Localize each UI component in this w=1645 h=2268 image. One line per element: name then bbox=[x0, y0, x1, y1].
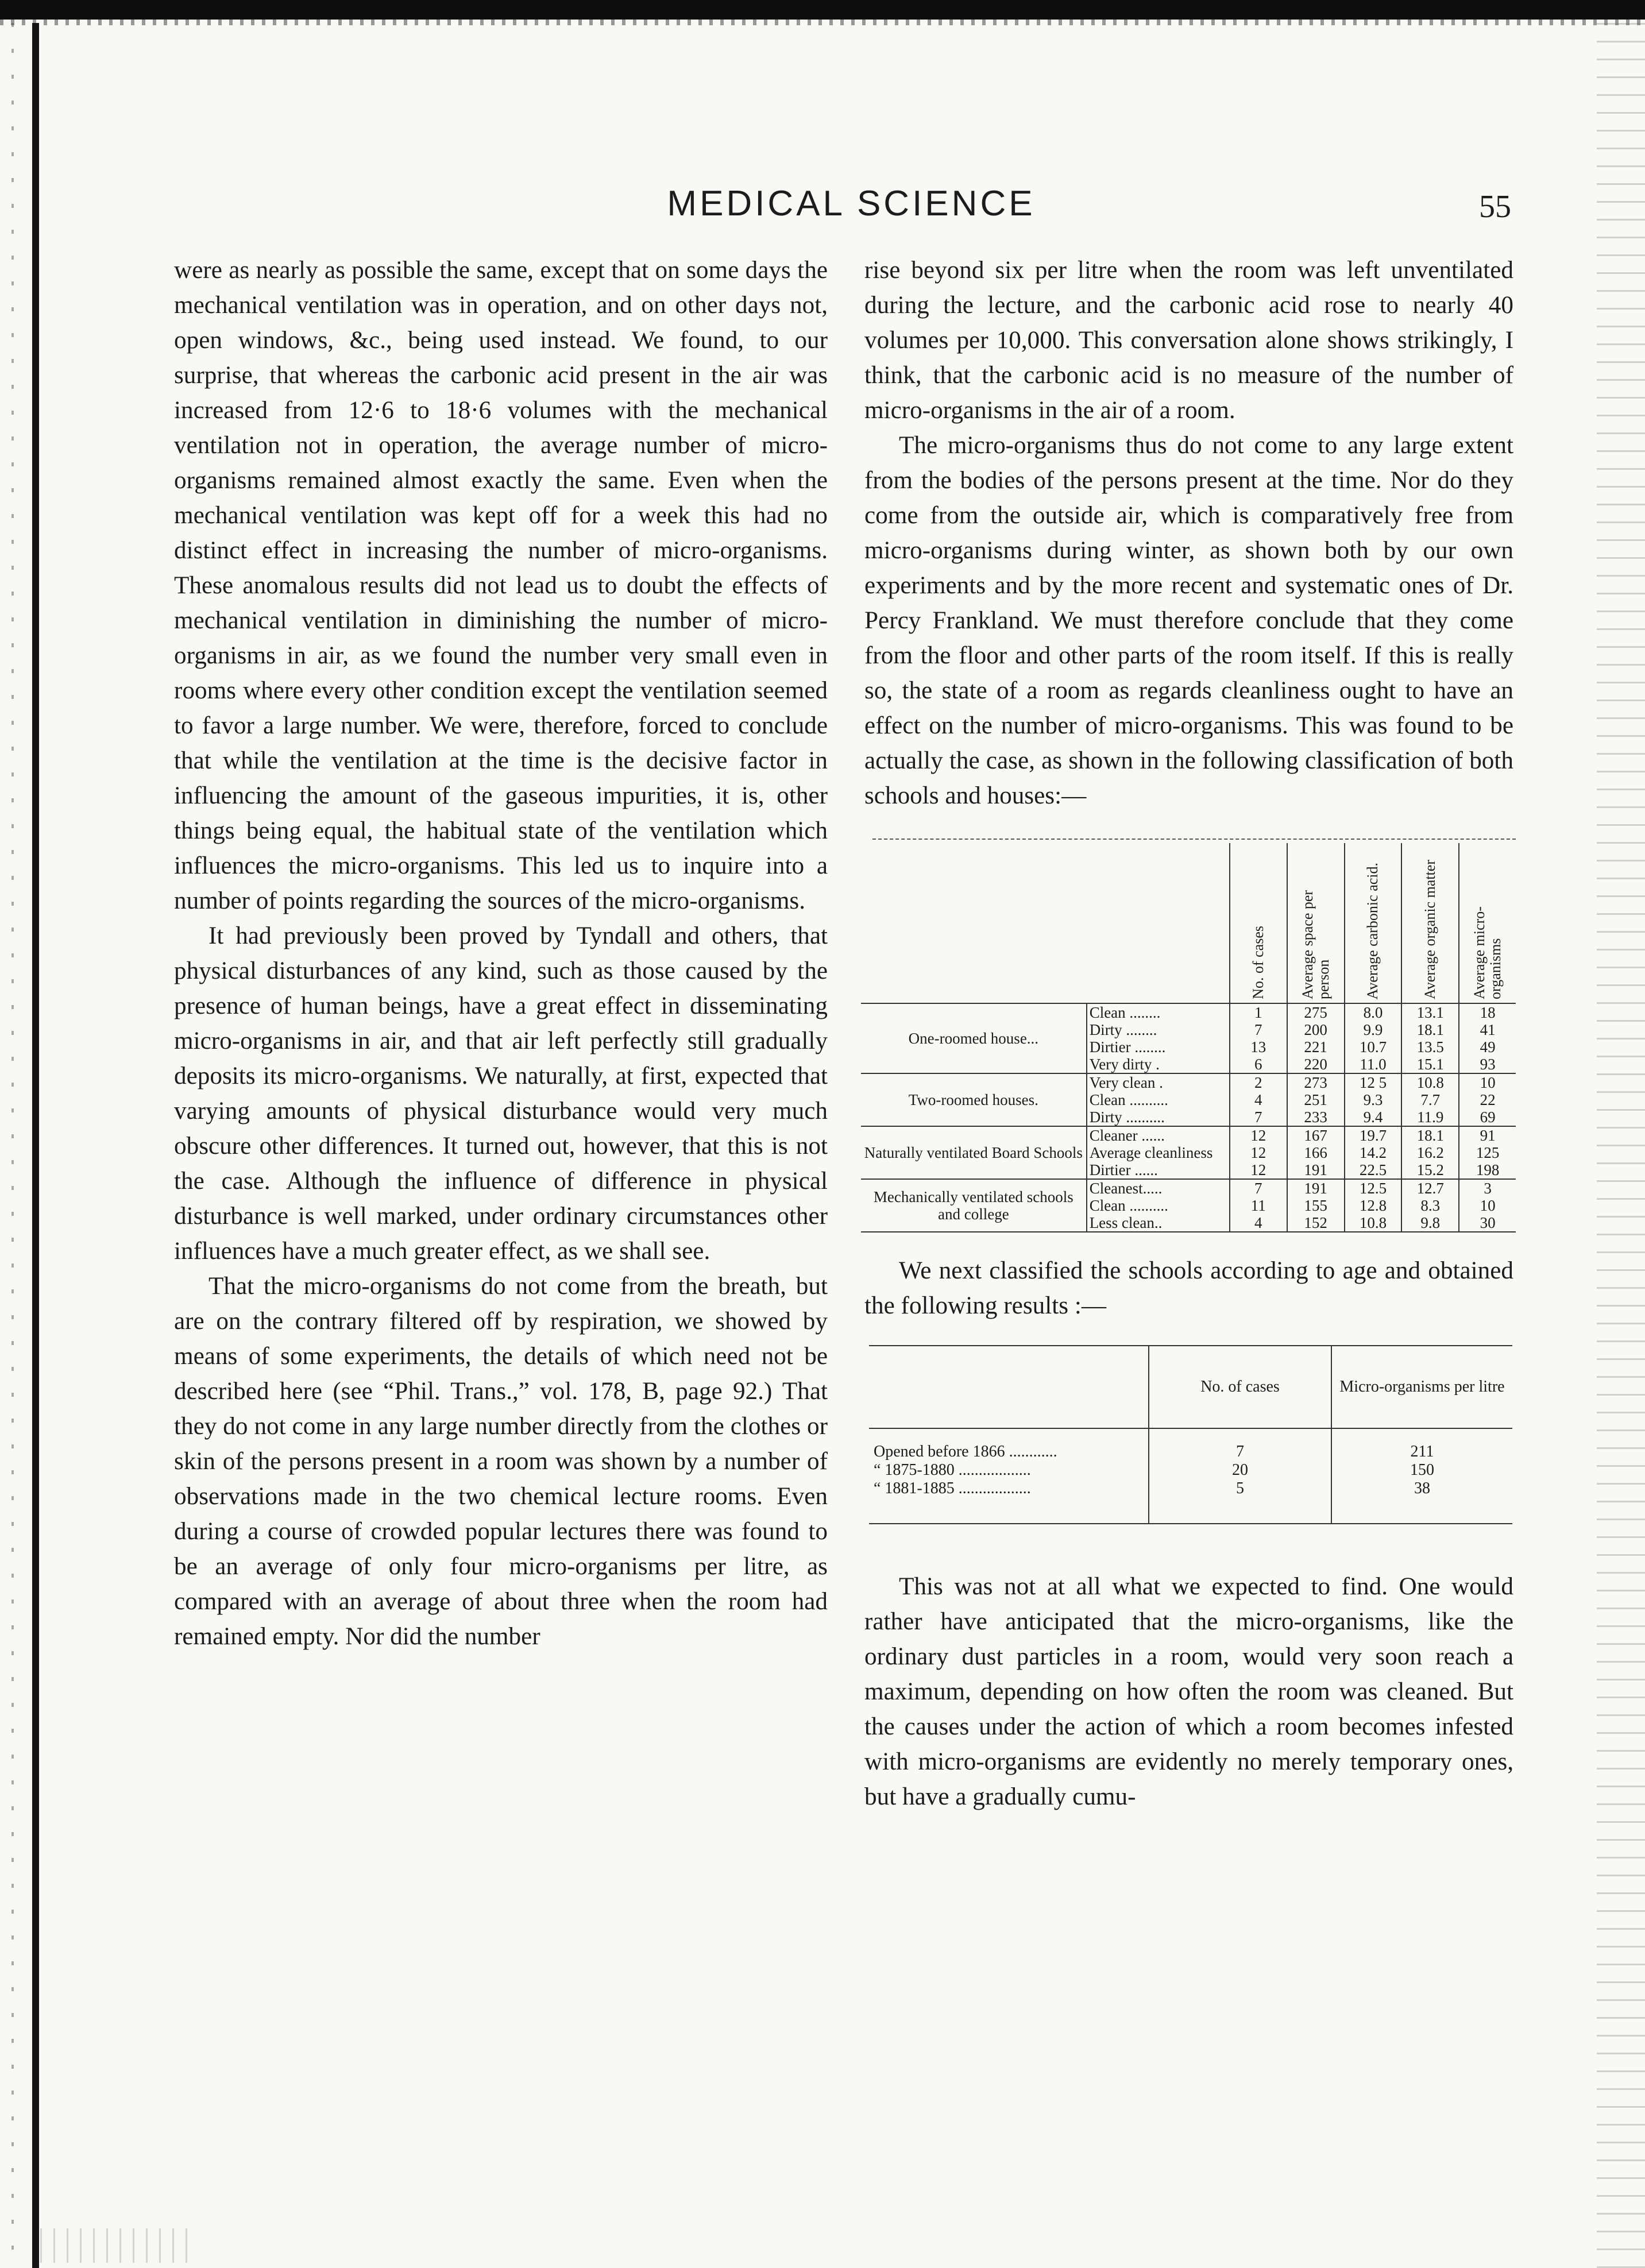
table-cell: 3 bbox=[1459, 1179, 1516, 1197]
table-cell: 15.1 bbox=[1401, 1056, 1459, 1073]
table-cell: 1 bbox=[1230, 1003, 1287, 1021]
row-label: Clean .......... bbox=[1087, 1197, 1230, 1214]
table-cell: 16.2 bbox=[1401, 1144, 1459, 1161]
group-label: Naturally ventilated Board Schools bbox=[864, 1144, 1083, 1161]
table-cell: 233 bbox=[1287, 1108, 1345, 1126]
table-cell: 12 bbox=[1230, 1161, 1287, 1179]
row-label: Dirtier ...... bbox=[1087, 1161, 1230, 1179]
scan-left-noise bbox=[11, 23, 14, 2263]
row-label: “ 1875-1880 .................. bbox=[874, 1461, 1031, 1479]
table-row bbox=[869, 1461, 1512, 1479]
group-label: Mechanically ventilated schools and college bbox=[873, 1188, 1074, 1223]
table-cell: 41 bbox=[1459, 1021, 1516, 1038]
table-cell: 22 bbox=[1459, 1091, 1516, 1108]
table-cell: 7 bbox=[1230, 1179, 1287, 1197]
row-label: Opened before 1866 ............ bbox=[874, 1443, 1057, 1461]
table-group bbox=[861, 1073, 1516, 1126]
row-label: Dirtier ........ bbox=[1087, 1038, 1230, 1056]
table-group bbox=[861, 1003, 1516, 1073]
row-label: “ 1881-1885 .................. bbox=[874, 1479, 1031, 1497]
row-label: Clean .......... bbox=[1087, 1091, 1230, 1108]
table-group bbox=[861, 1179, 1516, 1232]
table-row bbox=[869, 1428, 1512, 1461]
table-row bbox=[861, 1073, 1516, 1091]
table-cell: 220 bbox=[1287, 1056, 1345, 1073]
table-cell: 15.2 bbox=[1401, 1161, 1459, 1179]
group-label: Two-roomed houses. bbox=[908, 1091, 1038, 1108]
table-cell: 13 bbox=[1230, 1038, 1287, 1056]
table-cell: 191 bbox=[1287, 1179, 1345, 1197]
table-cell: 150 bbox=[1331, 1461, 1512, 1479]
table-row bbox=[861, 1003, 1516, 1021]
column-header: Average micro-organisms bbox=[1459, 843, 1516, 1003]
table-cell: 211 bbox=[1331, 1428, 1512, 1461]
table-cell: 125 bbox=[1459, 1144, 1516, 1161]
table-cell: 10.7 bbox=[1345, 1038, 1402, 1056]
scan-bottom-noise bbox=[40, 2228, 190, 2263]
table-cell: 14.2 bbox=[1345, 1144, 1402, 1161]
row-label: Cleanest..... bbox=[1087, 1179, 1230, 1197]
table-cell: 18 bbox=[1459, 1003, 1516, 1021]
row-label: Very dirty . bbox=[1087, 1056, 1230, 1073]
table-cell: 18.1 bbox=[1401, 1021, 1459, 1038]
paragraph: That the micro-organisms do not come from the breath, but are on the contrary filtered off by respiration, we showed by means of some experiments, the details of which need not be described here (see “Phil. Trans.,” vol. 178, B, page 92.) That they do not come in any large number directly from the clothes or skin of the persons present in a room was shown by a number of observations made in the two chemical lecture rooms. Even during a course of crowded popular lectures there was found to be an average of only four micro-organisms per litre, as compared with an average of about three when the room had remained empty. Nor did the number bbox=[174, 1273, 828, 1650]
paragraph: It had previously been proved by Tyndall and others, that physical disturbances of any kind, such as those caused by the presence of human beings, have a great effect in disseminating micro-organisms in air, and that air left perfectly still gradually deposits its micro-organisms. We naturally, at first, expected that varying amounts of physical disturbance would very much obscure other differences. It turned out, however, that this is not the case. Although the influence of difference in physical disturbance is well marked, under ordinary circumstances other influences have a much greater effect, as we shall see. bbox=[174, 922, 828, 1265]
table-cell: 6 bbox=[1230, 1056, 1287, 1073]
table-cell: 10.8 bbox=[1401, 1073, 1459, 1091]
table-cell: 5 bbox=[1149, 1479, 1331, 1524]
table-cell: 155 bbox=[1287, 1197, 1345, 1214]
table-cell: 7 bbox=[1230, 1021, 1287, 1038]
table-cell: 18.1 bbox=[1401, 1126, 1459, 1144]
scan-top-noise bbox=[0, 20, 1645, 25]
column-header: Average carbonic acid. bbox=[1345, 843, 1402, 1003]
page-number: 55 bbox=[1479, 189, 1511, 225]
column-header: Average space per person bbox=[1287, 843, 1345, 1003]
table-cell: 4 bbox=[1230, 1214, 1287, 1232]
row-label: Clean ........ bbox=[1087, 1003, 1230, 1021]
table-cell: 19.7 bbox=[1345, 1126, 1402, 1144]
table-cell: 251 bbox=[1287, 1091, 1345, 1108]
column-header: No. of cases bbox=[1149, 1346, 1331, 1428]
table-cell: 13.1 bbox=[1401, 1003, 1459, 1021]
paragraph: rise beyond six per litre when the room was left unventilated during the lecture, and the carbonic acid rose to nearly 40 volumes per 10,000. This conversation alone shows strikingly, I think, that the carbonic acid is no measure of the number of micro-organisms in the air of a room. bbox=[864, 257, 1513, 424]
scan-binding-shadow bbox=[32, 23, 39, 2268]
page-header bbox=[0, 181, 1645, 238]
table-cell: 200 bbox=[1287, 1021, 1345, 1038]
table-cell: 273 bbox=[1287, 1073, 1345, 1091]
table-top-rule bbox=[872, 839, 1516, 840]
row-label: Cleaner ...... bbox=[1087, 1126, 1230, 1144]
table-cell: 9.3 bbox=[1345, 1091, 1402, 1108]
table-cell: 20 bbox=[1149, 1461, 1331, 1479]
school-age-table bbox=[869, 1345, 1512, 1524]
table-cell: 30 bbox=[1459, 1214, 1516, 1232]
row-label: Average cleanliness bbox=[1087, 1144, 1230, 1161]
left-column bbox=[174, 253, 828, 1654]
table-cell: 8.0 bbox=[1345, 1003, 1402, 1021]
table-group bbox=[861, 1126, 1516, 1179]
table-cell: 10 bbox=[1459, 1197, 1516, 1214]
table-cell: 275 bbox=[1287, 1003, 1345, 1021]
row-label: Dirty ........ bbox=[1087, 1021, 1230, 1038]
table-cell: 11.9 bbox=[1401, 1108, 1459, 1126]
table-cell: 8.3 bbox=[1401, 1197, 1459, 1214]
table-cell: 12.7 bbox=[1401, 1179, 1459, 1197]
table-cell: 4 bbox=[1230, 1091, 1287, 1108]
cleanliness-table bbox=[861, 843, 1516, 1232]
table-cell: 191 bbox=[1287, 1161, 1345, 1179]
table-cell: 38 bbox=[1331, 1479, 1512, 1524]
table-cell: 152 bbox=[1287, 1214, 1345, 1232]
table-cell: 7 bbox=[1149, 1428, 1331, 1461]
table-row bbox=[861, 1179, 1516, 1197]
running-title: MEDICAL SCIENCE bbox=[667, 184, 1036, 223]
table-cell: 2 bbox=[1230, 1073, 1287, 1091]
group-label: One-roomed house... bbox=[908, 1030, 1039, 1047]
table-cell: 7.7 bbox=[1401, 1091, 1459, 1108]
scan-right-noise bbox=[1597, 23, 1645, 2268]
table-cell: 12.5 bbox=[1345, 1179, 1402, 1197]
table-cell: 12.8 bbox=[1345, 1197, 1402, 1214]
paragraph: were as nearly as possible the same, except that on some days the mechanical ventilation was in operation, and on other days not, open windows, &c., being used instead. We found, to our surprise, that whereas the carbonic acid present in the air was increased from 12·6 to 18·6 volumes with the mechanical ventilation not in operation, the average number of micro-organisms remained almost exactly the same. Even when the mechanical ventilation was kept off for a week this had no distinct effect in increasing the number of micro-organisms. These anomalous results did not lead us to doubt the effects of mechanical ventilation in diminishing the number of micro-organisms in air, as we found the number very small even in rooms where every other condition except the ventilation seemed to favor a large number. We were, therefore, forced to conclude that while the ventilation at the time is the decisive factor in influencing the amount of the gaseous impurities, it is, other things being equal, the habitual state of the ventilation which influences the micro-organisms. This led us to inquire into a number of points regarding the sources of the micro-organisms. bbox=[174, 257, 828, 914]
row-label: Less clean.. bbox=[1087, 1214, 1230, 1232]
table-cell: 10 bbox=[1459, 1073, 1516, 1091]
table-cell: 166 bbox=[1287, 1144, 1345, 1161]
table-cell: 69 bbox=[1459, 1108, 1516, 1126]
table-cell: 13.5 bbox=[1401, 1038, 1459, 1056]
table-cell: 22.5 bbox=[1345, 1161, 1402, 1179]
table-cell: 167 bbox=[1287, 1126, 1345, 1144]
table-corner bbox=[861, 843, 1230, 1003]
paragraph: We next classified the schools according to age and obtained the following results :— bbox=[864, 1257, 1513, 1319]
table-cell: 12 bbox=[1230, 1144, 1287, 1161]
table-cell: 11.0 bbox=[1345, 1056, 1402, 1073]
paragraph: The micro-organisms thus do not come to any large extent from the bodies of the persons present at the time. Nor do they come from the outside air, which is comparatively free from micro-organisms during winter, as shown both by our own experiments and by the more recent and systematic ones of Dr. Percy Frankland. We must therefore conclude that they come from the floor and other parts of the room itself. If this is really so, the state of a room as regards cleanliness ought to have an effect on the number of micro-organisms. This was found to be actually the case, as shown in the following classification of both schools and houses:— bbox=[864, 432, 1513, 809]
table-row bbox=[861, 1126, 1516, 1144]
table-cell: 11 bbox=[1230, 1197, 1287, 1214]
table-cell: 221 bbox=[1287, 1038, 1345, 1056]
table-cell: 49 bbox=[1459, 1038, 1516, 1056]
table-cell: 7 bbox=[1230, 1108, 1287, 1126]
table-cell: 10.8 bbox=[1345, 1214, 1402, 1232]
column-header: Average organic matter bbox=[1401, 843, 1459, 1003]
column-header: No. of cases bbox=[1230, 843, 1287, 1003]
column-header bbox=[869, 1346, 1149, 1428]
right-column bbox=[864, 253, 1513, 1814]
table-row bbox=[869, 1479, 1512, 1524]
table-cell: 12 bbox=[1230, 1126, 1287, 1144]
scan-top-edge bbox=[0, 0, 1645, 20]
row-label: Dirty .......... bbox=[1087, 1108, 1230, 1126]
paragraph: This was not at all what we expected to find. One would rather have anticipated that the micro-organisms, like the ordinary dust particles in a room, would very soon reach a maximum, depending on how often the room was cleaned. But the causes under the action of which a room becomes infested with micro-organisms are evidently no merely temporary ones, but have a gradually cumu- bbox=[864, 1573, 1513, 1810]
table-cell: 93 bbox=[1459, 1056, 1516, 1073]
table-cell: 9.9 bbox=[1345, 1021, 1402, 1038]
table-cell: 12 5 bbox=[1345, 1073, 1402, 1091]
table-cell: 91 bbox=[1459, 1126, 1516, 1144]
table-cell: 9.4 bbox=[1345, 1108, 1402, 1126]
column-header: Micro-organisms per litre bbox=[1331, 1346, 1512, 1428]
table-cell: 198 bbox=[1459, 1161, 1516, 1179]
row-label: Very clean . bbox=[1087, 1073, 1230, 1091]
table-cell: 9.8 bbox=[1401, 1214, 1459, 1232]
